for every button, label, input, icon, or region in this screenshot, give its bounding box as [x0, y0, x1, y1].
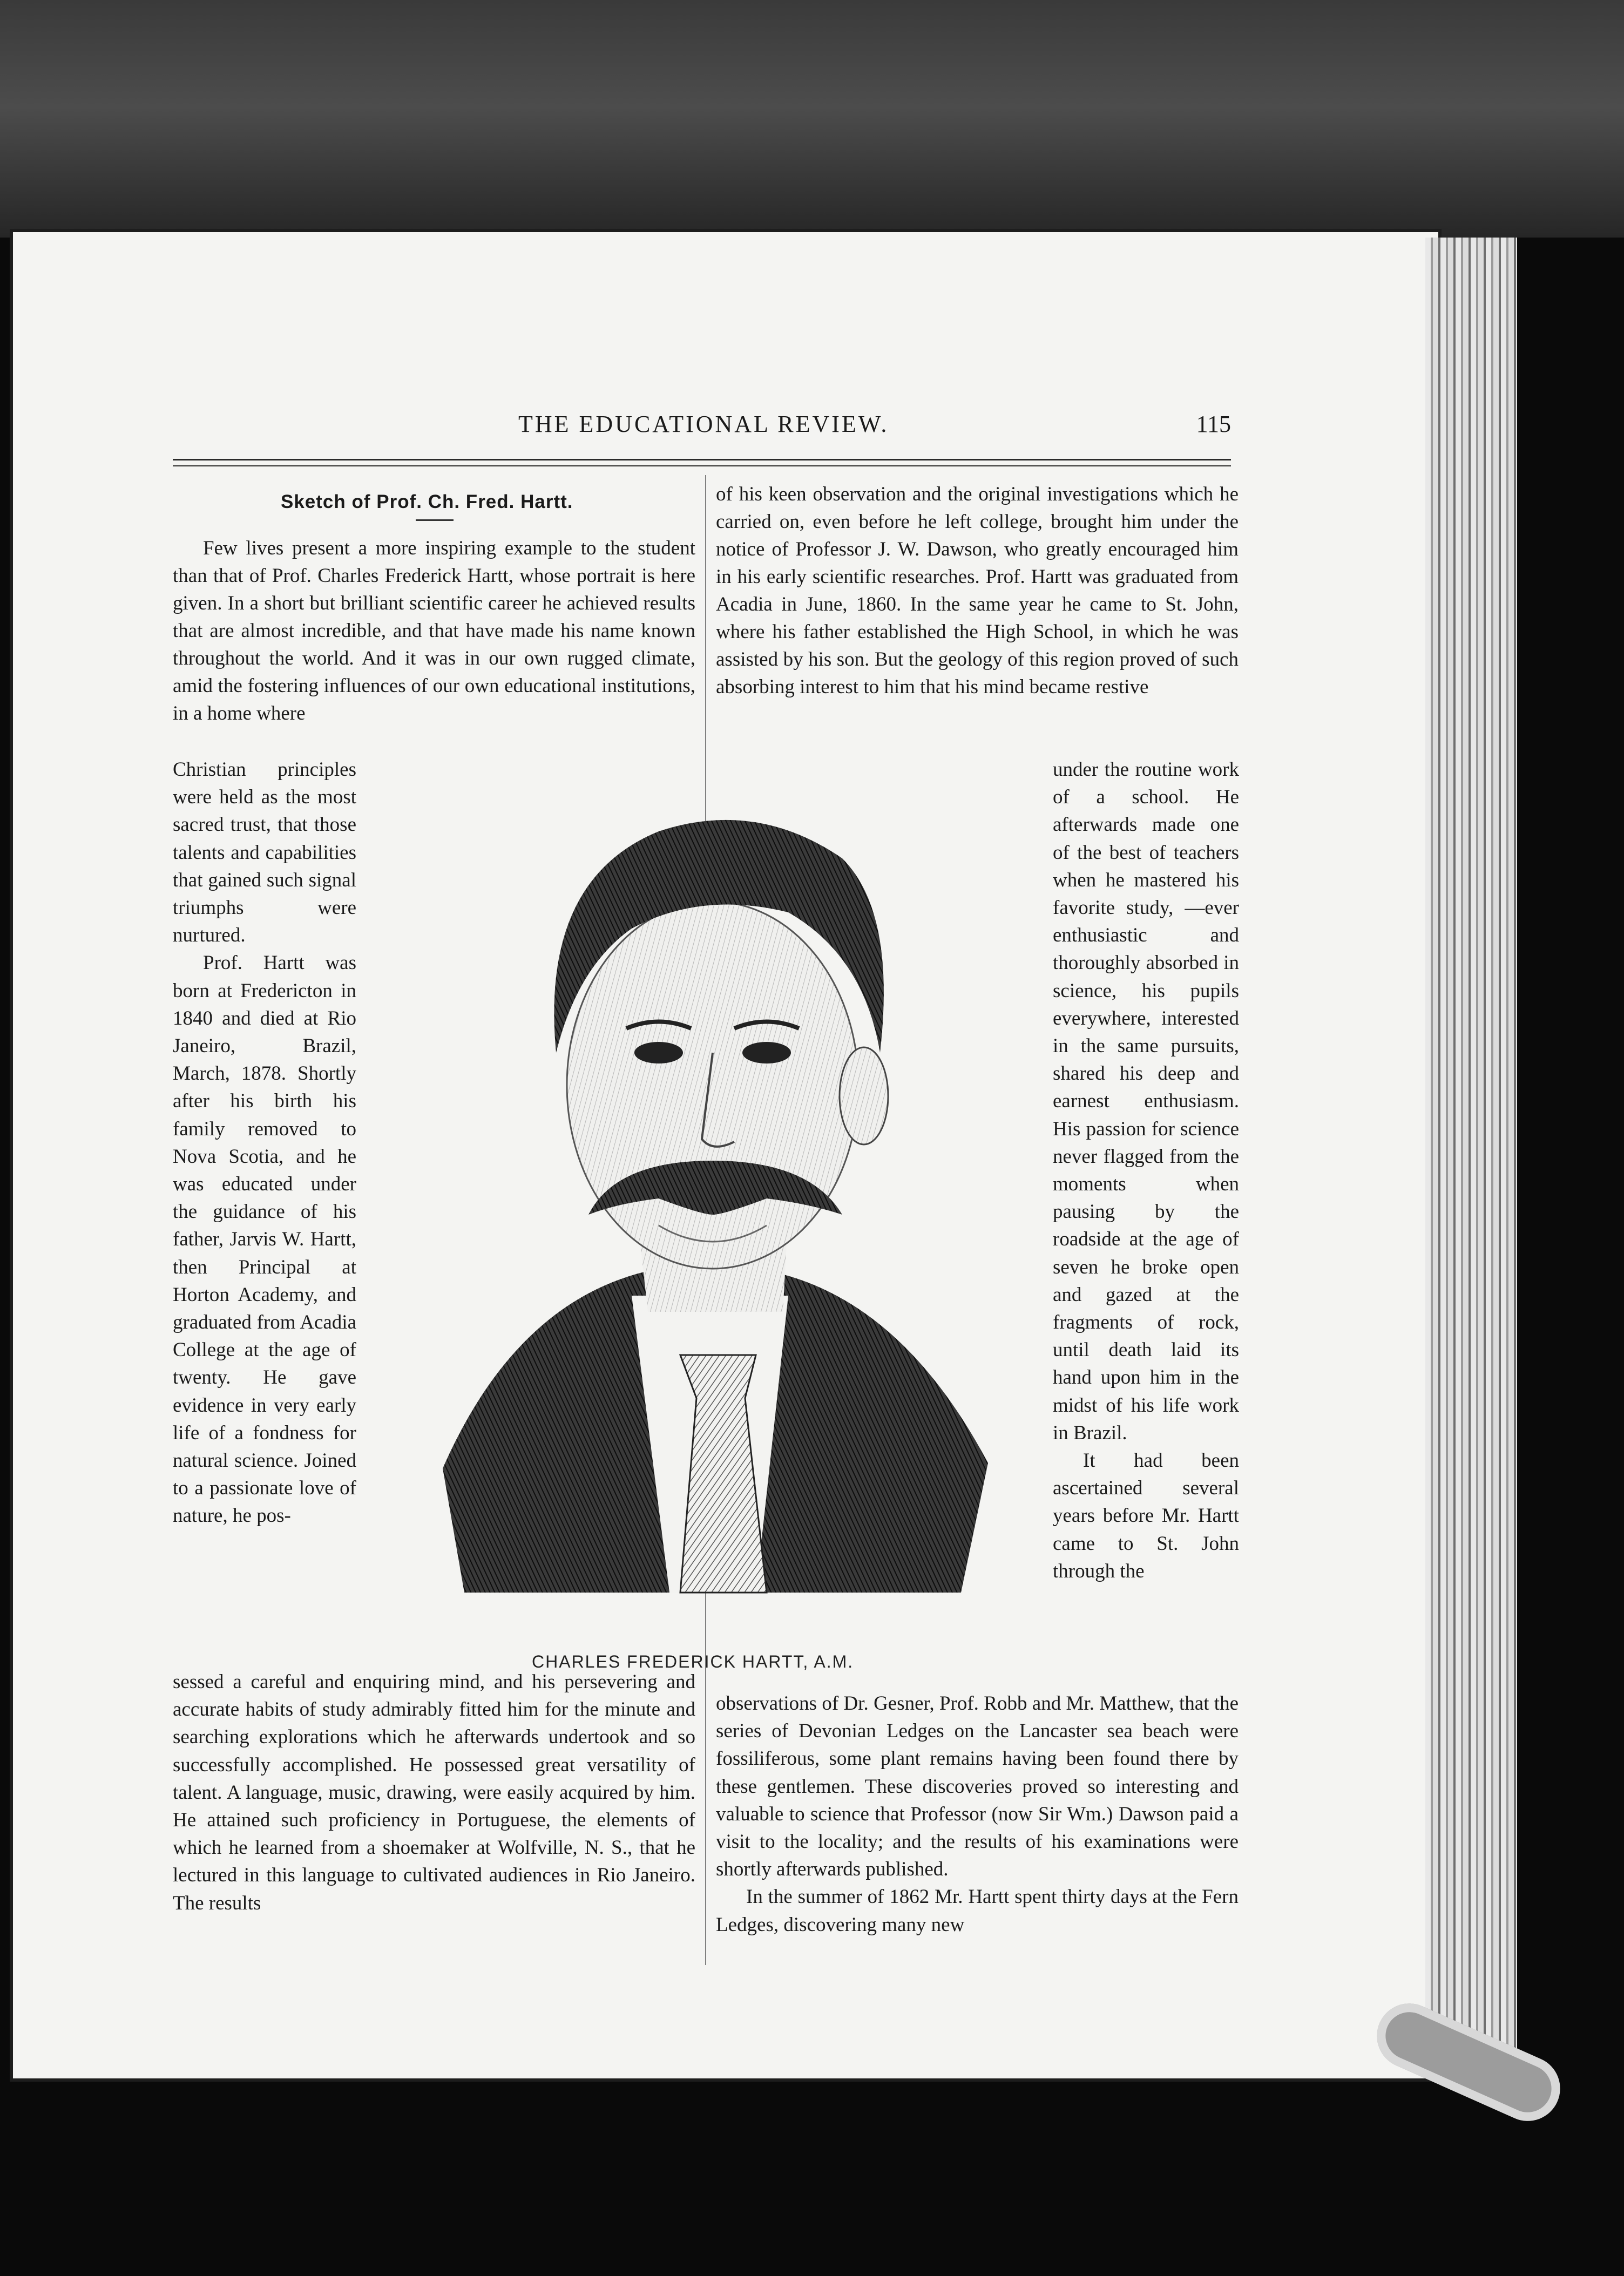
right-column-bottom: [716, 1690, 1239, 1939]
left-column-top: [173, 534, 695, 727]
book-page-edges: [1425, 238, 1517, 2073]
ear: [840, 1047, 888, 1144]
running-title: THE EDUCATIONAL REVIEW.: [518, 411, 889, 437]
running-head: [173, 410, 1231, 448]
scan-background-top: [0, 0, 1624, 238]
left-paragraph-bottom: sessed a careful and enquiring mind, and his persevering and accurate habits of study admirably fitted him for the minute and searching explorations which he afterwards undertook and so successfully accomplished. He possessed great versatility of talent. A language, music, drawing, were easily acquired by him. He attained such proficiency in Portuguese, the elements of which he learned from a shoemaker at Wolfville, N. S., that he lectured in this language to cultivated audiences in Rio Janeiro. The results: [173, 1671, 695, 1914]
title-dash: [416, 519, 454, 521]
page-number: 115: [1196, 411, 1231, 437]
right-narrow-paragraph-2: It had been ascertained several years before Mr. Hartt came to St. John through the: [1053, 1449, 1239, 1582]
left-eye: [634, 1042, 683, 1064]
right-paragraph-top: of his keen observation and the original investigations which he carried on, even before he left college, brought him under the notice of Professor J. W. Dawson, who greatly encouraged him in his early scientific researches. Prof. Hartt was graduated from Acadia in June, 1860. In the same year he came to St. John, where his father established the High School, in which he was assisted by his son. But the geology of this region proved of such absorbing interest to him that his mind became restive: [716, 483, 1239, 698]
right-narrow-paragraph-1: under the routine work of a school. He afterwards made one of the best of teachers when he mastered his favorite study, —ever enthusiastic and thoroughly absorbed in science, his pupils everywhere, interested in the same pursuits, shared his deep and earnest enthusiasm. His passion for science never flagged from the moments when pausing by the roadside at the age of seven he broke open and gazed at the fragments of rock, until death laid its hand upon him in the midst of his life work in Brazil.: [1053, 758, 1239, 1444]
right-column-top: [716, 480, 1239, 701]
left-narrow-paragraph-2: Prof. Hartt was born at Fredericton in 1840 and died at Rio Janeiro, Brazil, March, 1878. Shortly after his birth his family removed to Nova Scotia, and he was educated under the guidance of his father, Jarvis W. Hartt, then Principal at Horton Academy, and graduated from Acadia College at the age of twenty. He gave evidence in very early life of a fondness for natural science. Joined to a passionate love of nature, he pos-: [173, 952, 356, 1527]
left-narrow-paragraph-1: Christian principles were held as the most sacred trust, that those talents and capabilities that gained such signal triumphs were nurtured.: [173, 758, 356, 947]
left-paragraph-intro: Few lives present a more inspiring example to the student than that of Prof. Charles Frederick Hartt, whose portrait is here given. In a short but brilliant scientific career he achieved results that are almost incredible, and that have made his name known throughout the world. And it was in our own rugged climate, amid the fostering influences of our own educational institutions, in a home where: [173, 537, 695, 724]
header-rule: [173, 459, 1231, 460]
left-narrow-column: [173, 756, 356, 1530]
right-paragraph-bottom-1: observations of Dr. Gesner, Prof. Robb and Mr. Matthew, that the series of Devonian Ledges on the Lancaster sea beach were fossiliferous, some plant remains having been found there by these gentlemen. These discoveries proved so interesting and valuable to science that Professor (now Sir Wm.) Dawson paid a visit to the locality; and the results of his examinations were shortly afterwards published.: [716, 1692, 1239, 1881]
right-eye: [742, 1042, 791, 1064]
article-title: Sketch of Prof. Ch. Fred. Hartt.: [281, 491, 573, 512]
left-column-bottom: [173, 1668, 695, 1917]
portrait-engraving: [378, 750, 1047, 1647]
right-paragraph-bottom-2: In the summer of 1862 Mr. Hartt spent thirty days at the Fern Ledges, discovering many new: [716, 1886, 1239, 1936]
right-narrow-column: [1053, 756, 1239, 1585]
portrait-caption: CHARLES FREDERICK HARTT, A.M.: [532, 1652, 854, 1671]
header-rule-thin: [173, 465, 1231, 466]
